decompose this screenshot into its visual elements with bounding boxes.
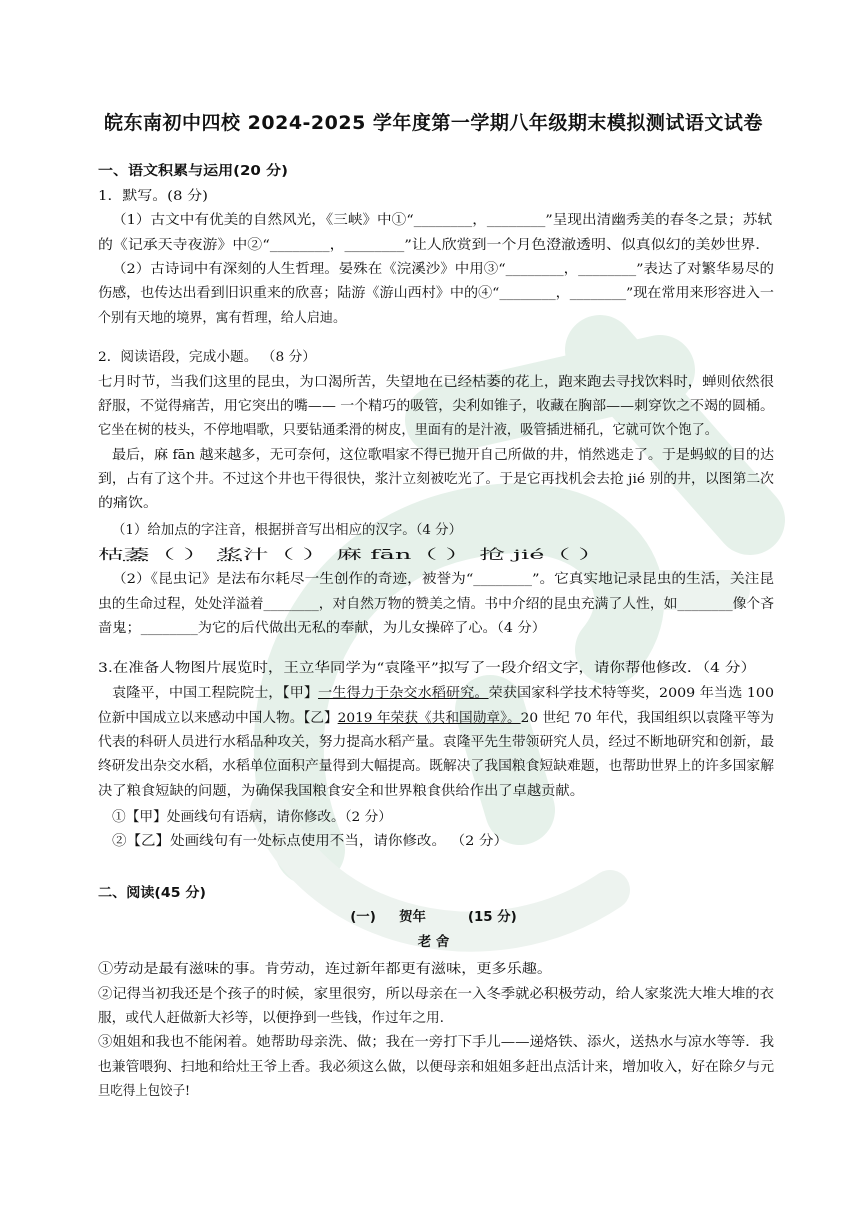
underlined-sentence: 一生得力于杂交水稻研究。 xyxy=(318,686,489,701)
text-run: 服，或代人赶做新大衫等，以便挣到一些钱，作过年之用. xyxy=(98,1011,444,1026)
text-run: 七月时节，当我们这里的昆虫，为口渴所苦，失望地在已经枯萎的花上，跑来跑去寻找饮料时，蝉则依然很 xyxy=(98,375,774,390)
text-line-q2-p1a xyxy=(98,373,774,393)
text-line-q3-p1d xyxy=(98,757,775,777)
text-line-content xyxy=(98,1009,444,1029)
text-run: 枯 xyxy=(98,548,124,563)
text-line-q2-2a xyxy=(112,570,774,590)
text-line-content xyxy=(112,832,508,852)
text-line-content xyxy=(98,162,288,182)
text-run: 也兼管喂狗、扫地和给灶王爷上香。我必须这么做，以便母亲和姐姐多赶出点活计来，增加收入，好在除夕与元 xyxy=(98,1060,775,1075)
text-run: 的痛饮。 xyxy=(98,496,158,511)
text-run: 个别有天地的境界，寓有哲理，给人启迪。 xyxy=(98,311,346,326)
text-line-content xyxy=(98,187,208,207)
text-line-content xyxy=(98,546,604,566)
text-line-content xyxy=(98,782,584,802)
text-line-q1 xyxy=(98,187,208,207)
text-line-r1-p3c xyxy=(98,1082,197,1102)
underlined-sentence: 2019 年荣获《共和国勋章》。 xyxy=(337,711,521,726)
reading-1-heading: (一) 贺年 (15 分) xyxy=(350,910,517,925)
text-run: 袁隆平，中国工程院院士，【甲】 xyxy=(112,686,319,701)
text-run: 荣获国家科学技术特等奖，2009 年当选 100 xyxy=(488,686,774,701)
text-line-q3-1 xyxy=(112,808,392,828)
text-run: 位新中国成立以来感动中国人物。【乙】 xyxy=(98,711,338,726)
text-line-q1-2a xyxy=(112,260,774,280)
text-line-content xyxy=(112,211,772,231)
text-run: 2．阅读语段，完成小题。 （8 分） xyxy=(98,350,316,365)
text-line-q2-2c xyxy=(98,619,546,639)
text-line-content xyxy=(98,284,774,304)
text-line-q2 xyxy=(98,348,316,368)
text-line-content xyxy=(112,684,774,704)
text-run: 终研发出杂交水稻，水稻单位面积产量得到大幅提高。既解决了我国粮食短缺难题，也帮助世界上的许多国家解 xyxy=(98,759,775,774)
text-line-r1-p2b xyxy=(98,1009,444,1029)
text-line-q2-1-items xyxy=(98,546,604,566)
text-line-content xyxy=(98,494,158,514)
text-line-content xyxy=(98,709,774,729)
dotted-char: 浆 xyxy=(217,548,243,563)
exam-title: 皖东南初中四校 2024-2025 学年度第一学期八年级期末模拟测试语文试卷 xyxy=(104,112,763,134)
text-line-q3-p1a xyxy=(112,684,774,704)
text-run: 舒服，不觉得痛苦，用它突出的嘴—— 一个精巧的吸管，尖利如锥子，收藏在胸部——刺穿饮之不竭的圆桶。 xyxy=(98,399,774,414)
text-run: 3.在准备人物图片展览时，王立华同学为“袁隆平”拟写了一段介绍文字，请你帮他修改．（4 分） xyxy=(98,661,756,676)
text-line-content xyxy=(98,236,760,256)
text-line-content xyxy=(98,733,774,753)
text-run: （ ） xyxy=(149,548,218,563)
text-line-content xyxy=(112,521,462,541)
text-run: 啬鬼；________为它的后代做出无私的奉献，为儿女操碎了心。（4 分） xyxy=(98,621,546,636)
text-line-q3 xyxy=(98,659,756,679)
text-run: ②【乙】处画线句有一处标点使用不当，请你修改。 （2 分） xyxy=(112,834,508,849)
text-line-content xyxy=(112,808,392,828)
text-line-content xyxy=(112,260,774,280)
text-line-q1-1a xyxy=(112,211,772,231)
text-run: ①【甲】处画线句有语病，请你修改。（2 分） xyxy=(112,810,392,825)
text-line-q1-1b xyxy=(98,236,760,256)
text-run: 到，占有了这个井。不过这个井也干得很快，浆汁立刻被吃光了。于是它再找机会去抢 jié 别的井，以图第二次 xyxy=(98,472,774,487)
text-run: ③姐姐和我也不能闲着。她帮助母亲洗、做；我在一旁打下手儿——递烙铁、添火，送热水与凉水等等．我 xyxy=(98,1035,774,1050)
text-line-r1-p3a xyxy=(98,1033,774,1053)
text-line-s2-heading xyxy=(98,884,206,904)
text-line-content xyxy=(112,570,774,590)
text-run: 的《记承天寺夜游》中②“________，________”让人欣赏到一个月色澄澈透明、似真似幻的美妙世界. xyxy=(98,238,760,253)
text-line-r1-p2a xyxy=(98,985,774,1005)
text-line-content xyxy=(98,470,774,490)
text-line-q1-2c xyxy=(98,309,352,329)
text-line-q3-p1b xyxy=(98,709,774,729)
text-line-content xyxy=(98,373,774,393)
text-line-content xyxy=(98,884,206,904)
text-run: （1）古文中有优美的自然风光，《三峡》中①“________，________”呈现出清幽秀美的春冬之景；苏轼 xyxy=(112,213,772,228)
text-line-content xyxy=(98,985,774,1005)
text-line-s1-heading xyxy=(98,162,288,182)
text-run: 决了粮食短缺的问题，为确保我国粮食安全和世界粮食供给作出了卓越贡献。 xyxy=(98,784,584,799)
text-line-q2-p2b xyxy=(98,470,774,490)
text-run: 二、阅读(45 分) xyxy=(98,886,206,901)
text-line-q2-p2c xyxy=(98,494,158,514)
text-line-q2-1 xyxy=(112,521,461,541)
text-run: 汁（ ） 麻 fān（ ） 抢 jié（ ） xyxy=(242,548,604,563)
text-line-q1-2b xyxy=(98,284,774,304)
text-line-q3-2 xyxy=(112,832,508,852)
text-line-q2-p1c xyxy=(98,421,727,441)
dotted-char: 萎 xyxy=(123,548,150,563)
text-run: 20 世纪 70 年代，我国组织以袁隆平等为 xyxy=(520,711,774,726)
text-line-content xyxy=(112,446,774,466)
text-run: 旦吃得上包饺子! xyxy=(98,1084,190,1099)
text-run: ②记得当初我还是个孩子的时候，家里很穷，所以母亲在一入冬季就必积极劳动，给人家浆洗大堆大堆的衣 xyxy=(98,987,774,1002)
text-line-content xyxy=(98,421,718,441)
text-line-content xyxy=(98,757,774,777)
text-run: （2）《昆虫记》是法布尔耗尽一生创作的奇迹，被誉为“________”。它真实地记录昆虫的生活，关注昆 xyxy=(112,572,774,587)
text-line-q2-p1b xyxy=(98,397,774,417)
text-run: 最后，麻 fān 越来越多，无可奈何，这位歌唱家不得已抛开自己所做的井，悄然逃走了。于是蚂蚁的目的达 xyxy=(112,448,774,463)
text-run: ①劳动是最有滋味的事。肯劳动，连过新年都更有滋味，更多乐趣。 xyxy=(98,962,552,977)
text-run: （1）给加点的字注音，根据拼音写出相应的汉字。（4 分） xyxy=(112,523,462,538)
text-run: 虫的生命过程，处处洋溢着________，对自然万物的赞美之情。书中介绍的昆虫充满了人性，如________像个吝 xyxy=(98,597,775,612)
text-line-q2-2b xyxy=(98,595,775,615)
text-line-r1-p3b xyxy=(98,1058,775,1078)
text-line-content xyxy=(98,397,774,417)
text-line-content xyxy=(98,1033,774,1053)
text-line-content xyxy=(98,309,346,329)
text-line-r1-p1 xyxy=(98,960,552,980)
text-line-content xyxy=(98,1082,190,1102)
text-line-content xyxy=(98,595,774,615)
text-run: 伤感，也传达出看到旧识重来的欣喜；陆游《游山西村》中的④“________，________”现在常用来形容进入一 xyxy=(98,286,774,301)
text-line-q3-p1e xyxy=(98,782,584,802)
text-run: 一、语文积累与运用(20 分) xyxy=(98,164,288,179)
text-line-content xyxy=(98,619,546,639)
text-line-content xyxy=(98,348,316,368)
text-run: 它坐在树的枝头，不停地唱歌，只要钻通柔滑的树皮，里面有的是汁液，吸管插进桶孔，它就可饮个饱了。 xyxy=(98,423,718,438)
text-run: 1．默写。(8 分) xyxy=(98,189,208,204)
text-line-content xyxy=(98,659,756,679)
text-run: 代表的科研人员进行水稻品种攻关，努力提高水稻产量。袁隆平先生带领研究人员，经过不断地研究和创新，最 xyxy=(98,735,775,750)
text-line-content xyxy=(98,1058,774,1078)
text-line-q3-p1c xyxy=(98,733,775,753)
author: 老 舍 xyxy=(417,935,450,950)
text-line-q2-p2a xyxy=(112,446,774,466)
text-line-content xyxy=(98,960,552,980)
text-run: （2）古诗词中有深刻的人生哲理。晏殊在《浣溪沙》中用③“________，________”表达了对繁华易尽的 xyxy=(112,262,774,277)
